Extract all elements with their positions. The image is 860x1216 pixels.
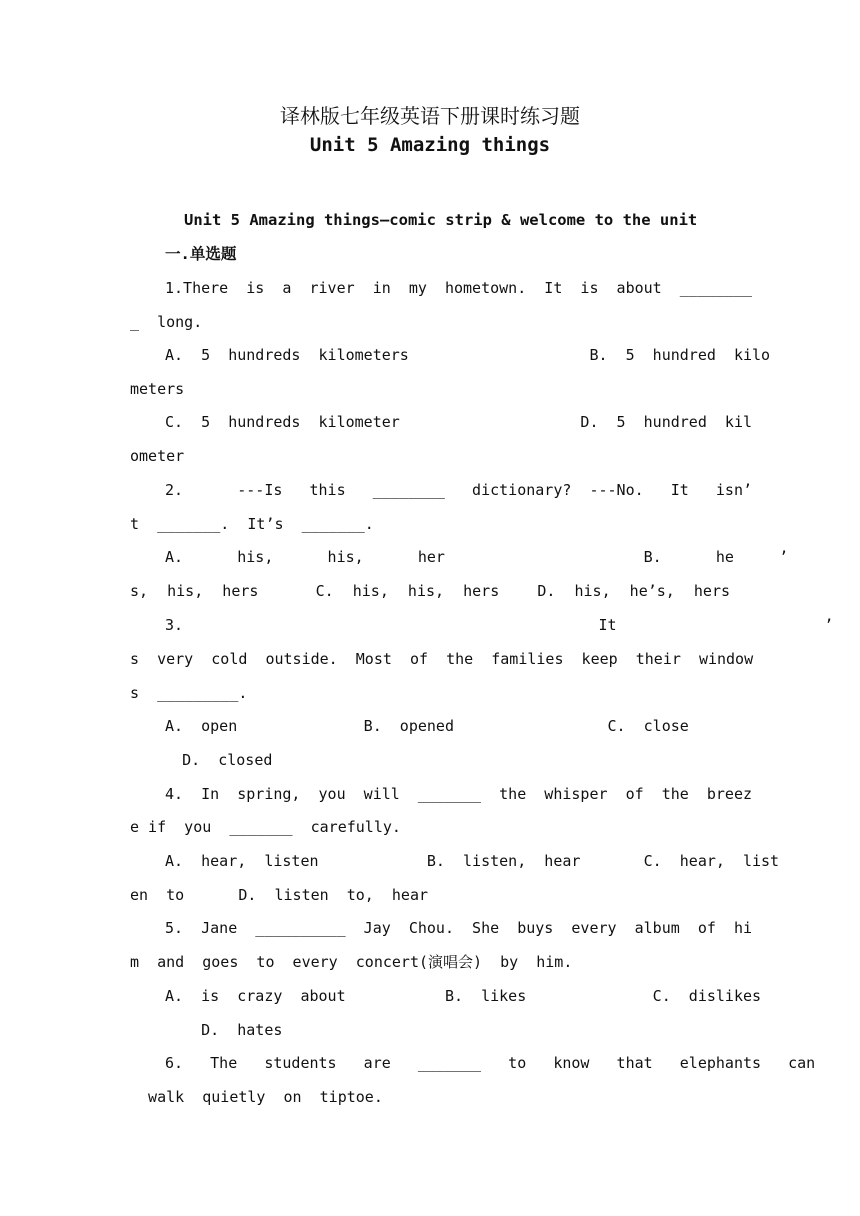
question-1-option-line-2: meters: [130, 380, 185, 398]
unit-subtitle: Unit 5 Amazing things—comic strip & welcome to the unit: [184, 211, 698, 229]
question-2-option-line-1: A. his, his, her B. he ’: [165, 548, 789, 566]
question-3-option-line-1: A. open B. opened C. close: [165, 717, 689, 735]
document-title-chinese: 译林版七年级英语下册课时练习题: [280, 104, 580, 128]
question-5-line-2: m and goes to every concert(演唱会) by him.: [130, 953, 573, 971]
question-3-line-1: 3. It ’: [165, 616, 834, 634]
question-2-line-2: t _______. It’s _______.: [130, 515, 374, 533]
question-6-line-2: walk quietly on tiptoe.: [130, 1088, 383, 1106]
question-5-option-line-2: D. hates: [165, 1021, 283, 1039]
section-title: 一.单选题: [165, 245, 237, 263]
question-2-line-1: 2. ---Is this ________ dictionary? ---No. It isn’: [165, 481, 752, 499]
question-5-option-line-1: A. is crazy about B. likes C. dislikes: [165, 987, 762, 1005]
question-3-line-3: s _________.: [130, 684, 248, 702]
question-3-option-line-2: D. closed: [155, 751, 273, 769]
question-4-line-1: 4. In spring, you will _______ the whisper of the breez: [165, 785, 752, 803]
question-5-line-1: 5. Jane __________ Jay Chou. She buys every album of hi: [165, 919, 752, 937]
question-3-line-2: s very cold outside. Most of the families keep their window: [130, 650, 754, 668]
question-4-option-line-2: en to D. listen to, hear: [130, 886, 429, 904]
question-2-option-line-2: s, his, hers C. his, his, hers D. his, he’s, hers: [130, 582, 730, 600]
document-title-english: Unit 5 Amazing things: [309, 134, 551, 156]
question-6-line-1: 6. The students are _______ to know that elephants can: [165, 1054, 816, 1072]
question-4-option-line-1: A. hear, listen B. listen, hear C. hear, list: [165, 852, 780, 870]
question-1-option-line-3: C. 5 hundreds kilometer D. 5 hundred kil: [165, 413, 752, 431]
question-1-line-2: _ long.: [130, 313, 203, 331]
question-1-option-line-4: ometer: [130, 447, 185, 465]
question-1-line-1: 1.There is a river in my hometown. It is about ________: [165, 279, 752, 297]
question-1-option-line-1: A. 5 hundreds kilometers B. 5 hundred kilo: [165, 346, 771, 364]
question-4-line-2: e if you _______ carefully.: [130, 818, 401, 836]
